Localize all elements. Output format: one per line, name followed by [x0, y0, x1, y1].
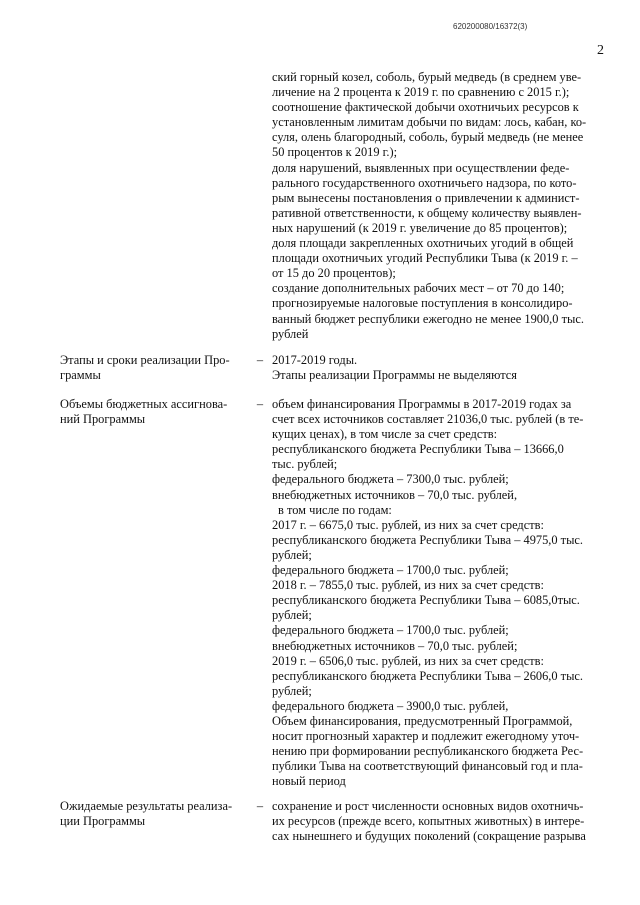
text-line: рублей	[272, 326, 309, 341]
text-line: ванный бюджет республики ежегодно не менее 1900,0 тыс.	[272, 311, 584, 326]
value-line: внебюджетных источников – 70,0 тыс. рублей;	[272, 638, 518, 653]
text-line: доля нарушений, выявленных при осуществлении феде-	[272, 160, 570, 175]
label-line: граммы	[60, 368, 101, 383]
row-value-stages	[272, 353, 612, 383]
value-line: в том числе по годам:	[278, 502, 392, 517]
value-line: республиканского бюджета Республики Тыва – 6085,0тыс.	[272, 593, 580, 608]
text-line: рым вынесены постановления о привлечении к админист-	[272, 190, 580, 205]
row-value-results	[272, 799, 612, 844]
text-line: 50 процентов к 2019 г.);	[272, 145, 398, 160]
value-line: 2018 г. – 7855,0 тыс. рублей, из них за счет средств:	[272, 578, 544, 593]
value-line: новый период	[272, 774, 346, 789]
value-line: их ресурсов (прежде всего, копытных животных) в интере-	[272, 814, 585, 829]
value-line: республиканского бюджета Республики Тыва – 13666,0	[272, 442, 564, 457]
value-line: 2017-2019 годы.	[272, 353, 358, 367]
text-line: ский горный козел, соболь, бурый медведь (в среднем уве-	[272, 70, 582, 84]
value-line: федерального бюджета – 1700,0 тыс. рублей;	[272, 623, 509, 638]
label-line: ний Программы	[60, 412, 146, 427]
value-line: сохранение и рост численности основных видов охотничь-	[272, 799, 584, 813]
value-line: Этапы реализации Программы не выделяются	[272, 368, 517, 383]
value-line: внебюджетных источников – 70,0 тыс. рублей,	[272, 487, 518, 502]
row-dash: –	[256, 799, 264, 813]
value-line: республиканского бюджета Республики Тыва – 4975,0 тыс.	[272, 532, 584, 547]
continuation-text	[272, 70, 612, 342]
row-label-budget	[60, 397, 248, 427]
text-line: установленным лимитам добычи по видам: лось, кабан, ко-	[272, 115, 587, 130]
value-line: федерального бюджета – 1700,0 тыс. рублей;	[272, 563, 509, 578]
label-line: Объемы бюджетных ассигнова-	[60, 397, 228, 411]
row-dash: –	[256, 397, 264, 411]
text-line: площади охотничьих угодий Республики Тыва (к 2019 г. –	[272, 251, 578, 266]
value-line: сах нынешнего и будущих поколений (сокращение разрыва	[272, 829, 586, 844]
row-label-results	[60, 799, 248, 829]
value-line: носит прогнозный характер и подлежит ежегодному уточ-	[272, 729, 580, 744]
label-line: ции Программы	[60, 814, 146, 829]
text-line: создание дополнительных рабочих мест – от 70 до 140;	[272, 281, 565, 296]
text-line: ративной ответственности, к общему количеству выявлен-	[272, 205, 582, 220]
value-line: объем финансирования Программы в 2017-2019 годах за	[272, 397, 572, 411]
text-line: личение на 2 процента к 2019 г. по сравнению с 2015 г.);	[272, 85, 570, 100]
value-line: рублей;	[272, 683, 312, 698]
text-line: соотношение фактической добычи охотничьих ресурсов к	[272, 100, 579, 115]
text-line: суля, олень благородный, соболь, бурый медведь (не менее	[272, 130, 584, 145]
text-line: прогнозируемые налоговые поступления в консолидиро-	[272, 296, 573, 311]
value-line: федерального бюджета – 3900,0 тыс. рублей,	[272, 698, 509, 713]
value-line: 2019 г. – 6506,0 тыс. рублей, из них за счет средств:	[272, 653, 544, 668]
row-value-budget	[272, 397, 612, 789]
value-line: рублей;	[272, 608, 312, 623]
value-line: тыс. рублей;	[272, 457, 338, 472]
label-line: Ожидаемые результаты реализа-	[60, 799, 233, 813]
value-line: Объем финансирования, предусмотренный Программой,	[272, 713, 573, 728]
value-line: счет всех источников составляет 21036,0 тыс. рублей (в те-	[272, 412, 584, 427]
value-line: республиканского бюджета Республики Тыва – 2606,0 тыс.	[272, 668, 584, 683]
value-line: 2017 г. – 6675,0 тыс. рублей, из них за счет средств:	[272, 517, 544, 532]
text-line: доля площади закрепленных охотничьих угодий в общей	[272, 236, 574, 251]
page-number: 2	[597, 43, 604, 58]
label-line: Этапы и сроки реализации Про-	[60, 353, 230, 367]
value-line: нению при формировании республиканского бюджета Рес-	[272, 744, 584, 759]
document-id: 620200080/16372(3)	[453, 22, 528, 31]
text-line: от 15 до 20 процентов);	[272, 266, 396, 281]
row-label-stages	[60, 353, 248, 383]
row-dash: –	[256, 353, 264, 367]
value-line: рублей;	[272, 547, 312, 562]
value-line: публики Тыва на соответствующий финансовый год и пла-	[272, 759, 583, 774]
value-line: кущих ценах), в том числе за счет средств:	[272, 427, 498, 442]
text-line: ных нарушений (к 2019 г. увеличение до 85 процентов);	[272, 220, 568, 235]
text-line: рального государственного охотничьего надзора, по кото-	[272, 175, 577, 190]
value-line: федерального бюджета – 7300,0 тыс. рублей;	[272, 472, 509, 487]
